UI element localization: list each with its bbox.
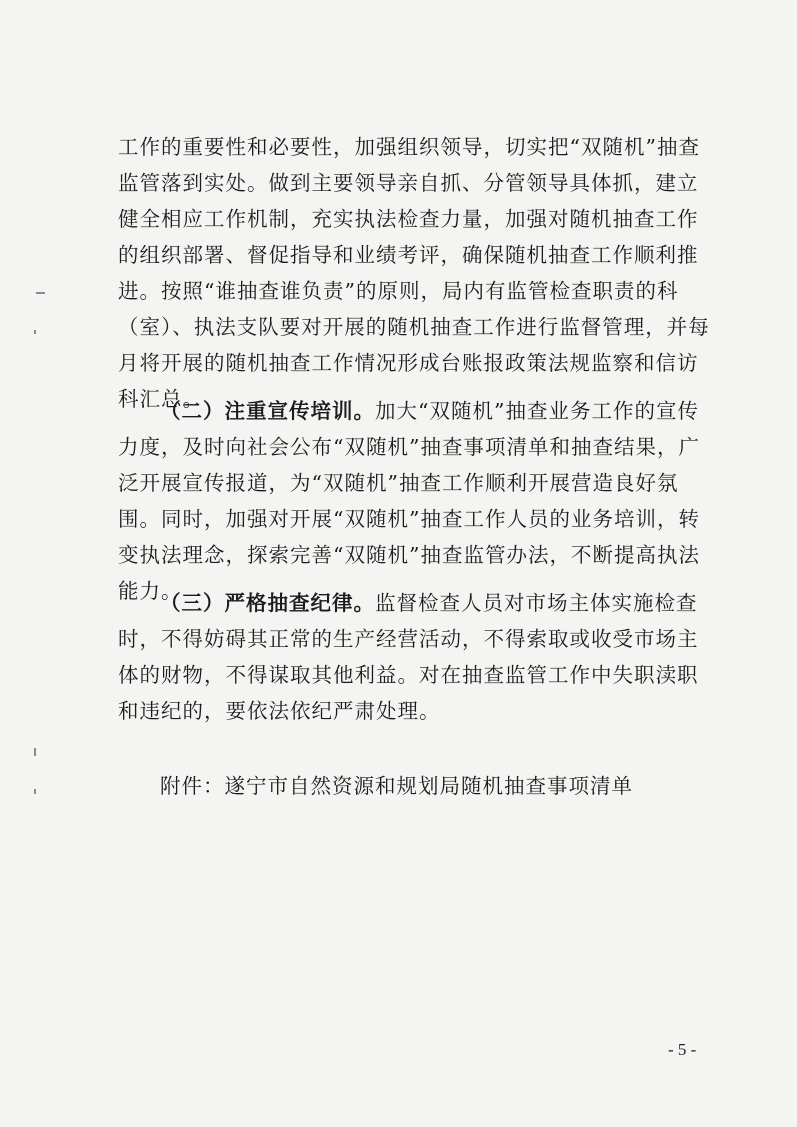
- scan-mark: [34, 789, 36, 794]
- scan-mark: [36, 292, 45, 294]
- page-number: - 5 -: [668, 1040, 697, 1059]
- section-3-body: 监督检查人员对市场主体实施检查时，不得妨碍其正常的生产经营活动，不得索取或收受市场主体的财物，不得谋取其他利益。对在抽查监管工作中失职渎职和违纪的，要依法依纪严肃处理。: [118, 591, 699, 723]
- scan-mark: [34, 748, 36, 756]
- section-3-heading: （三）严格抽查纪律。: [160, 591, 375, 615]
- paragraph-1: 工作的重要性和必要性，加强组织领导，切实把“双随机”抽查监管落到实处。做到主要领导亲自抓、分管领导具体抓，建立健全相应工作机制，充实执法检查力量，加强对随机抽查工作的组织部署、督促指导和业绩考评，确保随机抽查工作顺利推进。按照“谁抽查谁负责”的原则，局内有监管检查职责的科（室）、执法支队要对开展的随机抽查工作进行监督管理，并每月将开展的随机抽查工作情况形成台账报政策法规监察和信访科汇总。: [118, 135, 710, 411]
- paragraph-3: [118, 585, 718, 729]
- section-2-heading: （二）注重宣传培训。: [160, 399, 375, 423]
- paragraph-2: [118, 393, 718, 609]
- scan-mark: [34, 330, 36, 334]
- attachment-line: 附件：遂宁市自然资源和规划局随机抽查事项清单: [160, 774, 633, 798]
- section-2-body: 加大“双随机”抽查业务工作的宣传力度，及时向社会公布“双随机”抽查事项清单和抽查结果，广泛开展宣传报道，为“双随机”抽查工作顺利开展营造良好氛围。同时，加强对开展“双随机”抽查工作人员的业务培训，转变执法理念，探索完善“双随机”抽查监管办法，不断提高执法能力。: [118, 399, 700, 603]
